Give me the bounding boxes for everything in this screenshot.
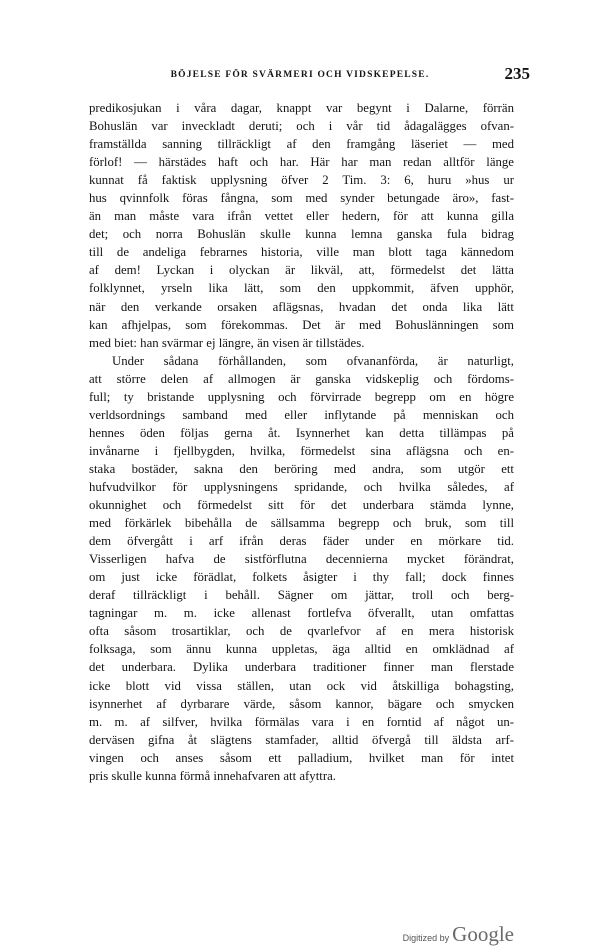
body-text: [89, 99, 514, 785]
text-line: pris skulle kunna förmå innehafvaren att afyttra.: [89, 768, 336, 783]
text-line: full; ty bristande upplysning och förvirrade begrepp om en högre: [89, 389, 514, 404]
text-line: derväsen gifna åt slägtens stamfader, alltid öfvergå till äldsta arf-: [89, 732, 514, 747]
text-line: det; och norra Bohuslän skulle kunna lemna ganska fula bidrag: [89, 227, 514, 242]
text-line: Under sådana förhållanden, som ofvananförda, är naturligt,: [112, 353, 514, 368]
text-line: okunnighet och förmedelst sitt för det underbara stämda lynne,: [89, 498, 514, 513]
text-line: dem öfvergått i arf ifrån deras fäder under en mörkare tid.: [89, 534, 514, 549]
running-head: [0, 64, 592, 86]
text-line: invånarne i fjellbygden, hvilka, förmedelst sina aflägsna och en-: [89, 443, 514, 458]
text-line: af dem! Lyckan i olyckan är likväl, att, förmedelst det lätta: [89, 263, 514, 278]
text-line: m. m. af silfver, hvilka förmälas vara i en forntid af något un-: [89, 714, 514, 729]
text-line: kan afhjelpas, som förekommas. Det är med Bohuslänningen som: [89, 317, 514, 332]
text-line: förlof! — härstädes haft och har. Här har man redan alltför länge: [89, 155, 514, 170]
text-line: framställda sanning tillräckligt af den framgång läseriet — med: [89, 137, 514, 152]
text-line: tagningar m. m. icke allenast fortlefva öfverallt, utan omfattas: [89, 606, 514, 621]
text-line: folklynnet, yrseln lika lätt, som den uppkommit, äfven upphör,: [89, 281, 514, 296]
text-line: Bohuslän var inveckladt deruti; och i vår tid ådagalägges ofvan-: [89, 119, 514, 134]
google-logo: Google: [452, 922, 514, 946]
running-title: BÖJELSE FÖR SVÄRMERI OCH VIDSKEPELSE.: [170, 70, 430, 80]
text-line: om just icke förädlat, folkets åsigter i thy fall; dock finnes: [89, 570, 514, 585]
digitized-by-label: Digitized by: [402, 933, 450, 943]
text-line: isynnerhet af dyrbarare värde, såsom kannor, bägare och smycken: [89, 696, 514, 711]
text-line: staka bostäder, sakna den beröring med andra, som utgör ett: [89, 461, 514, 476]
text-line: icke blott vid vissa ställen, utan ock vid åtskilliga bohagsting,: [89, 678, 514, 693]
text-line: att större delen af allmogen är ganska vidskeplig och fördoms-: [89, 371, 514, 386]
text-line: med förkärlek bibehålla de sällsamma begrepp och bruk, som till: [89, 516, 514, 531]
text-line: ofta såsom trosartiklar, och de qvarlefvor af en mera historisk: [89, 624, 514, 639]
text-line: när den verkande orsaken aflägsnas, hvadan det onda lika lätt: [89, 299, 514, 314]
text-line: vingen och anses såsom ett palladium, hvilket man för intet: [89, 750, 514, 765]
text-line: med biet: han svärmar ej längre, än visen är tillstädes.: [89, 335, 365, 350]
text-line: predikosjukan i våra dagar, knappt var begynt i Dalarne, förrän: [89, 101, 514, 115]
page-number: 235: [504, 64, 530, 83]
text-line: hennes öden följas gerna åt. Isynnerhet kan detta tillämpas på: [89, 425, 514, 440]
digitized-by-google-watermark: [403, 922, 514, 948]
text-line: det underbara. Dylika underbara traditioner finner man flerstade: [89, 660, 514, 675]
text-line: folksaga, som ännu kunna uppletas, äga alltid en omklädnad af: [89, 642, 514, 657]
text-line: verldsordnings samband med eller inflytande på menniskan och: [89, 407, 514, 422]
text-line: Visserligen hafva de sistförflutna decennierna mycket förändrat,: [89, 552, 514, 567]
text-line: än man måste vara ifrån vettet eller hedern, för att kunna gilla: [89, 209, 514, 224]
text-line: till de andeliga febrarnes historia, ville man blott taga kännedom: [89, 245, 514, 260]
text-line: deraf tillräckligt i behåll. Sägner om jättar, troll och berg-: [89, 588, 514, 603]
text-line: kunnat få faktisk upplysning öfver 2 Tim. 3: 6, huru »hus ur: [89, 173, 514, 188]
text-line: hus qvinnfolk föras fångna, som med synder betungade äro», fast-: [89, 191, 514, 206]
text-line: hufvudvilkor för upplysningens spridande, och hvilka således, af: [89, 479, 514, 494]
